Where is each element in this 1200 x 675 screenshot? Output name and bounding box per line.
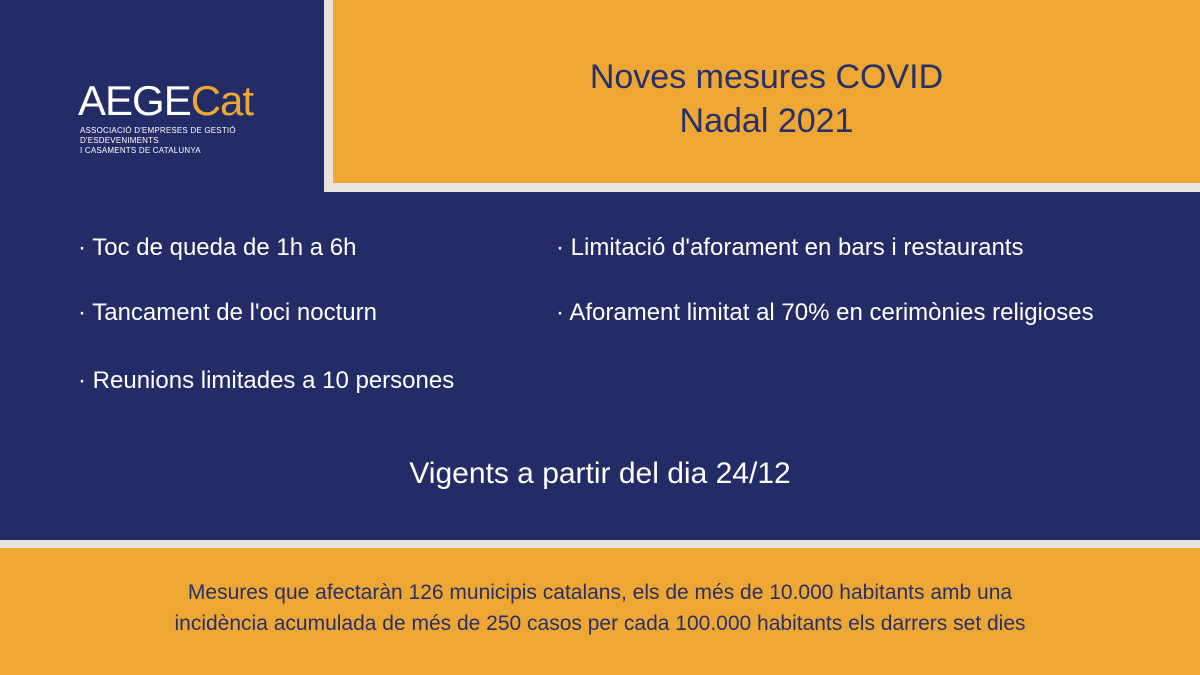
logo-subtitle-2: I CASAMENTS DE CATALUNYA <box>80 146 201 155</box>
title-line-1: Noves mesures COVID <box>589 57 944 96</box>
footer-note-line-1: Mesures que afectaràn 126 municipis catalans, els de més de 10.000 habitants amb una <box>187 581 1013 604</box>
bottom-divider <box>0 540 1200 548</box>
logo-subtitle-1: ASSOCIACIÓ D'EMPRESES DE GESTIÓ D'ESDEVENIMENTS <box>80 126 236 145</box>
measure-religious-capacity: · Aforament limitat al 70% en cerimònies religioses <box>556 299 1094 326</box>
title-box <box>333 0 1200 183</box>
measure-nightlife-closure: · Tancament de l'oci nocturn <box>78 299 377 326</box>
aegecat-logo <box>78 77 278 156</box>
measure-bar-capacity: · Limitació d'aforament en bars i restaurants <box>556 234 1024 261</box>
logo-word-main: AEGE <box>78 77 191 124</box>
logo-word-accent: Cat <box>190 77 254 124</box>
footer-note-line-2: incidència acumulada de més de 250 casos per cada 100.000 habitants els darrers set dies <box>174 612 1026 635</box>
measure-curfew: · Toc de queda de 1h a 6h <box>78 234 357 261</box>
effective-date: Vigents a partir del dia 24/12 <box>409 457 791 490</box>
title-line-2: Nadal 2021 <box>679 101 854 140</box>
logo-wordmark <box>78 77 278 124</box>
measure-meeting-limit: · Reunions limitades a 10 persones <box>78 367 455 394</box>
